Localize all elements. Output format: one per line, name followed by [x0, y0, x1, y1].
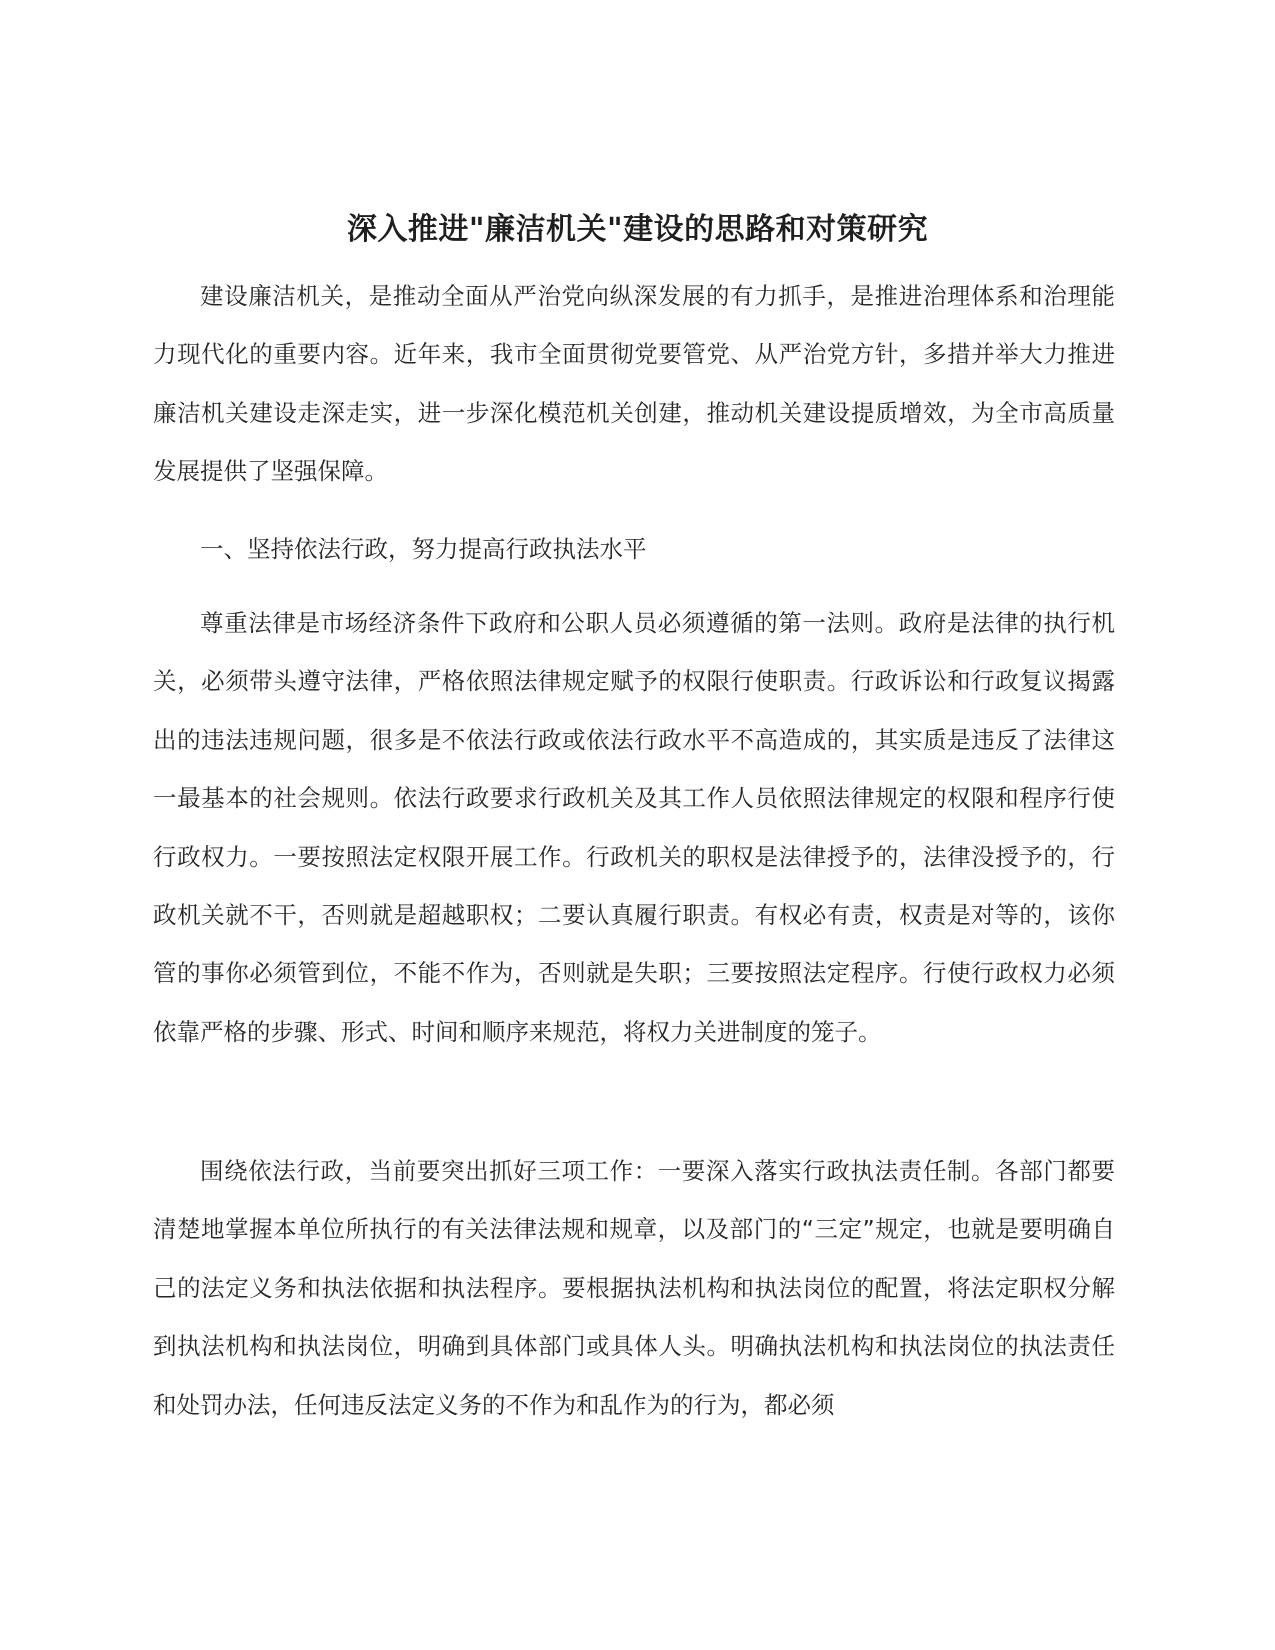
intro-paragraph: 建设廉洁机关，是推动全面从严治党向纵深发展的有力抓手，是推进治理体系和治理能力现代化的重要内容。近年来，我市全面贯彻党要管党、从严治党方针，多措并举大力推进廉洁机关建设走深走实，进一步深化模范机关创建，推动机关建设提质增效，为全市高质量发展提供了坚强保障。: [153, 282, 1115, 486]
body-paragraph: 围绕依法行政，当前要突出抓好三项工作：一要深入落实行政执法责任制。各部门都要清楚地掌握本单位所执行的有关法律法规和规章，以及部门的“三定”规定，也就是要明确自己的法定义务和执法依据和执法程序。要根据执法机构和执法岗位的配置，将法定职权分解到执法机构和执法岗位，明确到具体部门或具体人头。明确执法机构和执法岗位的执法责任和处罚办法，任何违反法定义务的不作为和乱作为的行为，都必须: [153, 1157, 1115, 1419]
page-title: 深入推进"廉洁机关"建设的思路和对策研究: [346, 212, 929, 248]
section-heading: 一、坚持依法行政，努力提高行政执法水平: [200, 535, 647, 563]
body-paragraph: 尊重法律是市场经济条件下政府和公职人员必须遵循的第一法则。政府是法律的执行机关，必须带头遵守法律，严格依照法律规定赋予的权限行使职责。行政诉讼和行政复议揭露出的违法违规问题，很多是不依法行政或依法行政水平不高造成的，其实质是违反了法律这一最基本的社会规则。依法行政要求行政机关及其工作人员依照法律规定的权限和程序行使行政权力。一要按照法定权限开展工作。行政机关的职权是法律授予的，法律没授予的，行政机关就不干，否则就是超越职权；二要认真履行职责。有权必有责，权责是对等的，该你管的事你必须管到位，不能不作为，否则就是失职；三要按照法定程序。行使行政权力必须依靠严格的步骤、形式、时间和顺序来规范，将权力关进制度的笼子。: [153, 609, 1115, 1046]
